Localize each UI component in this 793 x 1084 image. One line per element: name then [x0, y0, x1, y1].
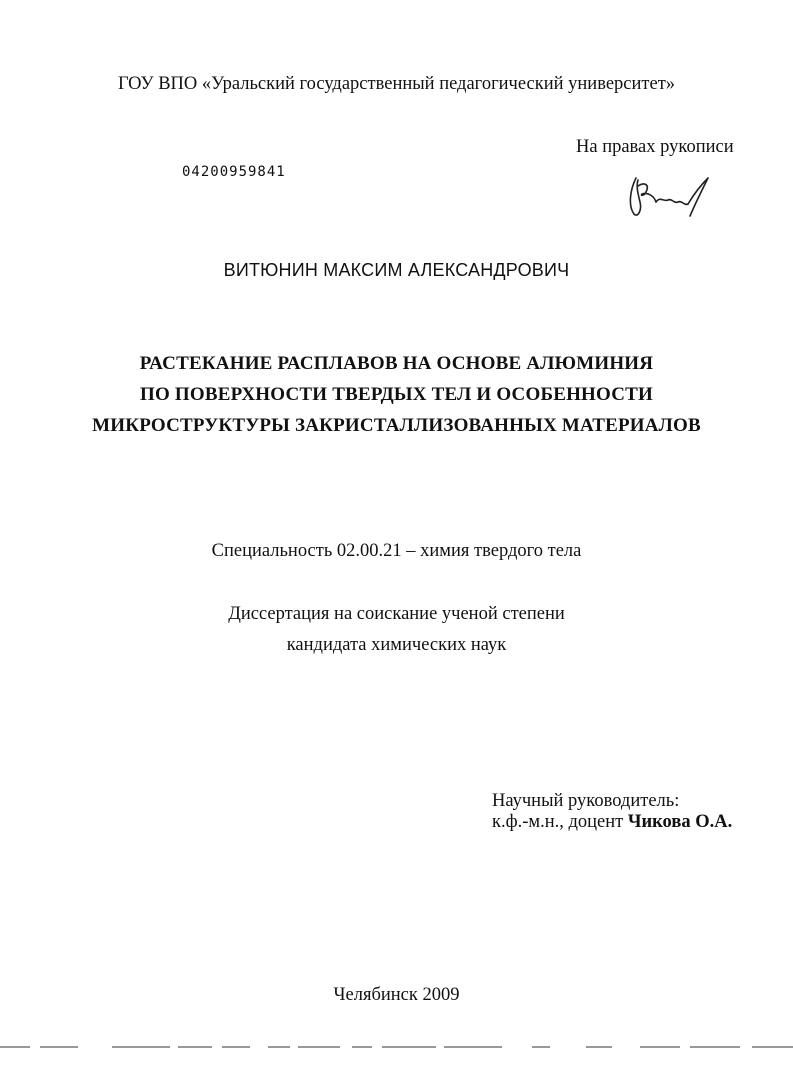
supervisor-role: Научный руководитель:	[492, 791, 680, 811]
supervisor-credentials: к.ф.-м.н., доцент	[492, 812, 628, 832]
title-line-2: ПО ПОВЕРХНОСТИ ТВЕРДЫХ ТЕЛ И ОСОБЕННОСТИ	[139, 384, 654, 405]
title-line-1: РАСТЕКАНИЕ РАСПЛАВОВ НА ОСНОВЕ АЛЮМИНИЯ	[139, 353, 654, 374]
supervisor-line	[492, 812, 732, 833]
scan-edge-artifact	[0, 1044, 793, 1050]
institution-header: ГОУ ВПО «Уральский государственный педагогический университет»	[117, 74, 676, 94]
supervisor-name: Чикова О.А.	[627, 812, 733, 832]
title-line-3: МИКРОСТРУКТУРЫ ЗАКРИСТАЛЛИЗОВАННЫХ МАТЕРИАЛОВ	[92, 415, 701, 436]
degree-line-1: Диссертация на соискание ученой степени	[228, 604, 565, 624]
specialty: Специальность 02.00.21 – химия твердого тела	[211, 541, 582, 561]
barcode-number: 04200959841	[182, 164, 286, 180]
city-year: Челябинск 2009	[333, 985, 460, 1005]
manuscript-note: На правах рукописи	[576, 137, 734, 157]
degree-line-2: кандидата химических наук	[286, 635, 507, 655]
author-name: ВИТЮНИН МАКСИМ АЛЕКСАНДРОВИЧ	[223, 260, 570, 280]
signature-icon	[624, 172, 714, 224]
